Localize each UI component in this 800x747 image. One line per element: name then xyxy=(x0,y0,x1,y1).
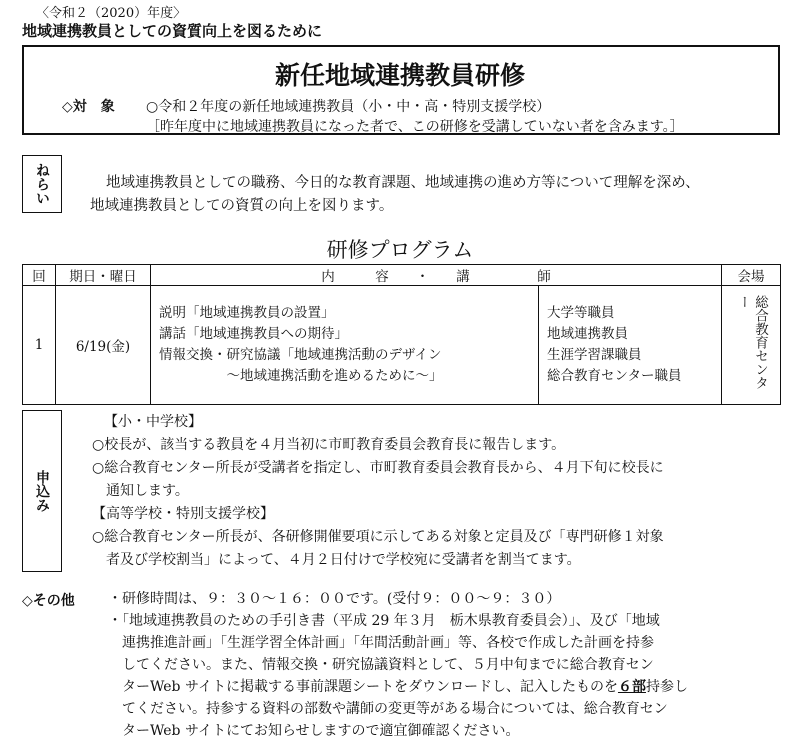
row-date: 6/19(金) xyxy=(56,286,151,405)
aim-text xyxy=(90,172,700,218)
copies-highlight: ６部 xyxy=(617,679,646,695)
apply-line: 【小・中学校】 xyxy=(104,414,202,430)
content-line: 講話「地域連携教員への期待」 xyxy=(159,326,348,342)
target-line-2: ［昨年度中に地域連携教員になった者で、この研修を受講していない者を含みます。］ xyxy=(146,119,684,135)
content-line: ～地域連携活動を進めるために～」 xyxy=(159,368,443,384)
aim-line-2: 地域連携教員としての資質の向上を図ります。 xyxy=(90,198,394,214)
other-line-tail: 持参し xyxy=(645,679,688,695)
lecturer: 地域連携教員 xyxy=(547,326,628,342)
aim-line-1: 地域連携教員としての職務、今日的な教育課題、地域連携の進め方等について理解を深め、 xyxy=(106,175,700,191)
header-date: 期日・曜日 xyxy=(56,265,151,286)
other-line: ターWeb サイトにてお知らせしますので適宜御確認ください。 xyxy=(108,723,520,739)
content-line: 説明「地域連携教員の設置」 xyxy=(159,305,335,321)
row-round: 1 xyxy=(23,286,56,405)
subtitle: 地域連携教員としての資質向上を図るために xyxy=(22,22,323,40)
apply-text xyxy=(92,411,664,572)
other-line: ・「地域連携教員のための手引き書（平成 29 年３月 栃木県教育委員会）」、及び「地域 xyxy=(108,613,660,629)
header-content: 内 容 ・ 講 師 xyxy=(151,265,722,286)
apply-line: ○校長が、該当する教員を４月当初に市町教育委員会教育長に報告します。 xyxy=(92,437,566,453)
apply-line: ○総合教育センター所長が受講者を指定し、市町教育委員会教育長から、４月下旬に校長に xyxy=(92,460,664,476)
lecturer: 生涯学習課職員 xyxy=(547,347,642,363)
table-header-row xyxy=(23,265,781,286)
apply-line: 【高等学校・特別支援学校】 xyxy=(92,506,274,522)
row-venue-cell xyxy=(722,286,781,405)
apply-line: 者及び学校割当」によって、４月２日付けで学校宛に受講者を割当てます。 xyxy=(92,552,581,568)
apply-label-box xyxy=(22,410,62,572)
other-line-text: ターWeb サイトに掲載する事前課題シートをダウンロードし、記入したものを xyxy=(108,679,618,695)
target-label: ◇対 象 xyxy=(62,99,115,115)
header-round: 回 xyxy=(23,265,56,286)
lecturer: 総合教育センター職員 xyxy=(547,368,682,384)
row-contents xyxy=(151,286,539,405)
course-title: 新任地域連携教員研修 xyxy=(274,61,525,90)
other-line: してください。また、情報交換・研究協議資料として、５月中旬までに総合教育セン xyxy=(108,657,654,673)
program-title: 研修プログラム xyxy=(326,238,474,262)
content-line: 情報交換・研究協議「地域連携活動のデザイン xyxy=(159,347,442,363)
aim-label-box xyxy=(22,155,62,213)
row-venue: 総合教育センター xyxy=(735,295,768,390)
aim-label: ねらい xyxy=(34,163,50,205)
lecturer: 大学等職員 xyxy=(547,305,615,321)
apply-line: 通知します。 xyxy=(92,483,189,499)
target-line-1: ○令和２年度の新任地域連携教員（小・中・高・特別支援学校） xyxy=(146,99,551,115)
other-label: ◇その他 xyxy=(22,593,75,609)
apply-line: ○総合教育センター所長が、各研修開催要項に示してある対象と定員及び「専門研修１対象 xyxy=(92,529,664,545)
fiscal-year: 〈令和２（2020）年度〉 xyxy=(36,6,187,21)
header-venue: 会場 xyxy=(722,265,781,286)
row-lecturers xyxy=(539,286,722,405)
other-text xyxy=(108,588,688,742)
table-row xyxy=(23,286,781,405)
other-line: ・研修時間は、９：３０～１６：００です。(受付９：００～９：３０） xyxy=(108,591,561,607)
program-table xyxy=(22,264,781,405)
other-line xyxy=(108,676,688,698)
other-line: 連携推進計画」「生涯学習全体計画」「年間活動計画」等、各校で作成した計画を持参 xyxy=(108,635,654,651)
other-line: てください。持参する資料の部数や講師の変更等がある場合については、総合教育セン xyxy=(108,701,668,717)
apply-label: 申込み xyxy=(34,470,50,512)
